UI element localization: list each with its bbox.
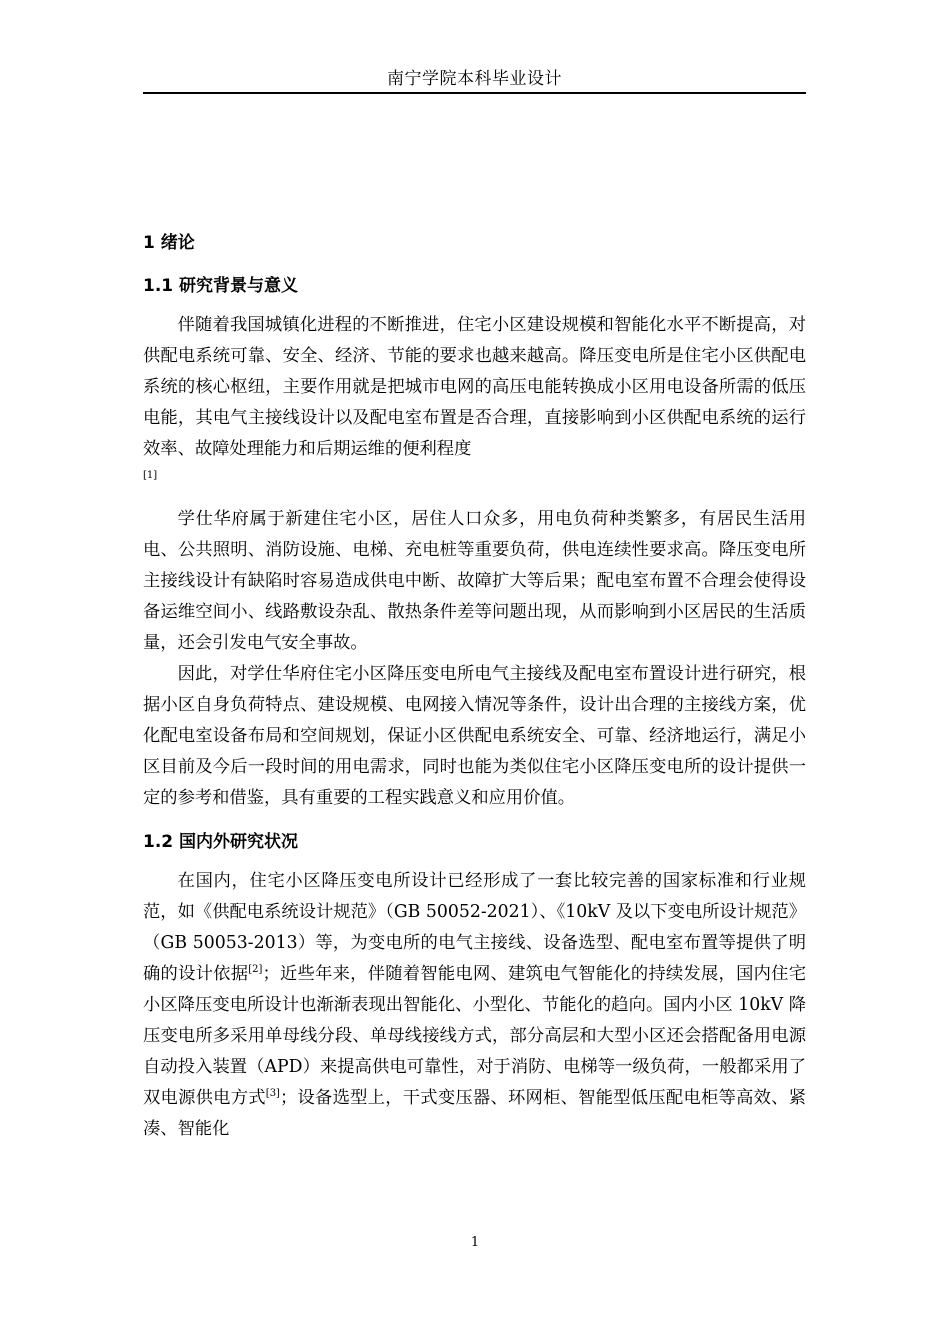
chapter-title: 1 绪论 — [143, 233, 195, 253]
paragraph-text: 在国内，住宅小区降压变电所设计已经形成了一套比较完善的国家标准和行业规范，如《供配电系统设计规范》（GB 50052-2021）、《10kV 及以下变电所设计规范》（GB 50053-2013）等，为变电所的电气主接线、设备选型、配电室布置等提供了明确的设计依据 — [143, 871, 806, 984]
paragraph-significance: 因此，对学仕华府住宅小区降压变电所电气主接线及配电室布置设计进行研究，根据小区自身负荷特点、建设规模、电网接入情况等条件，设计出合理的主接线方案，优化配电室设备布局和空间规划，保证小区供配电系统安全、可靠、经济地运行，满足小区目前及今后一段时间的用电需求，同时也能为类似住宅小区降压变电所的设计提供一定的参考和借鉴，具有重要的工程实践意义和应用价值。 — [143, 664, 806, 808]
page-number: 1 — [470, 1235, 480, 1250]
citation-ref: [1] — [143, 470, 158, 482]
paragraph-project: 学仕华府属于新建住宅小区，居住人口众多，用电负荷种类繁多，有居民生活用电、公共照明、消防设施、电梯、充电桩等重要负荷，供电连续性要求高。降压变电所主接线设计有缺陷时容易造成供电中断、故障扩大等后果；配电室布置不合理会使得设备运维空间小、线路敷设杂乱、散热条件差等问题出现，从而影响到小区居民的生活质量，还会引发电气安全事故。 — [143, 509, 806, 653]
running-header: 南宁学院本科毕业设计 — [143, 66, 806, 94]
section-title-1-2: 1.2 国内外研究状况 — [143, 832, 299, 852]
paragraph-text: ；设备选型上，干式变压器、环网柜、智能型低压配电柜等高效、紧凑、智能化 — [143, 1088, 806, 1139]
paragraph-background — [143, 310, 806, 496]
paragraph-text: 伴随着我国城镇化进程的不断推进，住宅小区建设规模和智能化水平不断提高，对供配电系统可靠、安全、经济、节能的要求也越来越高。降压变电所是住宅小区供配电系统的核心枢纽，主要作用就是把城市电网的高压电能转换成小区用电设备所需的低压电能，其电气主接线设计以及配电室布置是否合理，直接影响到小区供配电系统的运行效率、故障处理能力和后期运维的便利程度 — [143, 315, 806, 459]
paragraph-text: ；近些年来，伴随着智能电网、建筑电气智能化的持续发展，国内住宅小区降压变电所设计也渐渐表现出智能化、小型化、节能化的趋向。国内小区 10kV 降压变电所多采用单母线分段、单母线接线方式，部分高层和大型小区还会搭配备用电源自动投入装置（APD）来提高供电可靠性，对于消防、电梯等一级负荷，一般都采用了双电源供电方式 — [143, 964, 806, 1108]
document-body — [143, 224, 806, 1145]
citation-ref: [2] — [248, 964, 263, 976]
citation-ref: [3] — [265, 1088, 280, 1100]
paragraph-domestic-research — [143, 866, 806, 1145]
section-title-1-1: 1.1 研究背景与意义 — [143, 276, 299, 296]
